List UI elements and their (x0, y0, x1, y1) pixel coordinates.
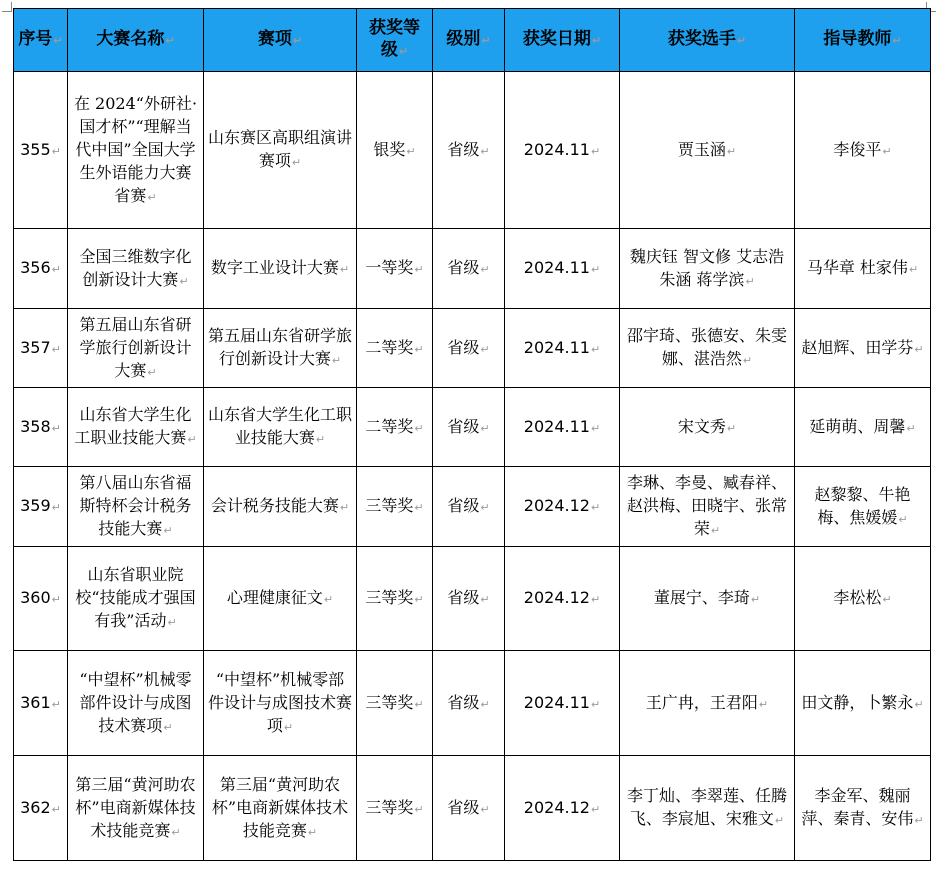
cell-scope: 省级 ↵ (433, 756, 505, 861)
cell-teachers: 李金军、魏丽萍、秦青、安伟 ↵ (795, 756, 931, 861)
header-winners: 获奖选手 ↵ (620, 9, 795, 72)
header-scope: 级别 ↵ (433, 9, 505, 72)
cell-level: 二等奖 ↵ (357, 388, 433, 467)
cell-index: 357 ↵ (14, 309, 68, 388)
cell-teachers: 马华章 杜家伟 ↵ (795, 229, 931, 309)
cell-teachers: 赵旭辉、田学芬 ↵ (795, 309, 931, 388)
table-row (14, 72, 931, 229)
cell-event: 数字工业设计大赛 ↵ (204, 229, 357, 309)
header-level: 获奖等级 ↵ (357, 9, 433, 72)
cell-event: 会计税务技能大赛 ↵ (204, 467, 357, 547)
cell-date: 2024.12 ↵ (505, 756, 620, 861)
cell-winners: 王广冉，王君阳 ↵ (620, 651, 795, 756)
cell-scope: 省级 ↵ (433, 309, 505, 388)
table-row (14, 309, 931, 388)
cell-date: 2024.11 ↵ (505, 72, 620, 229)
cell-teachers: 李俊平 ↵ (795, 72, 931, 229)
table-row (14, 756, 931, 861)
cell-date: 2024.12 ↵ (505, 467, 620, 547)
header-competition: 大赛名称 ↵ (68, 9, 204, 72)
cell-date: 2024.12 ↵ (505, 547, 620, 651)
cell-competition: 在 2024“外研社·国才杯”“理解当代中国”全国大学生外语能力大赛省赛 ↵ (68, 72, 204, 229)
table-row (14, 547, 931, 651)
cell-competition: “中望杯”机械零部件设计与成图技术赛项 ↵ (68, 651, 204, 756)
cell-index: 360 ↵ (14, 547, 68, 651)
cell-index: 358 ↵ (14, 388, 68, 467)
cell-scope: 省级 ↵ (433, 547, 505, 651)
cell-date: 2024.11 ↵ (505, 229, 620, 309)
table-row (14, 467, 931, 547)
table-row (14, 388, 931, 467)
cell-event: 山东赛区高职组演讲赛项 ↵ (204, 72, 357, 229)
cell-event: 山东省大学生化工职业技能大赛 ↵ (204, 388, 357, 467)
table-row (14, 651, 931, 756)
cell-scope: 省级 ↵ (433, 467, 505, 547)
crop-mark-top-left (2, 2, 12, 12)
cell-date: 2024.11 ↵ (505, 309, 620, 388)
cell-level: 三等奖 ↵ (357, 756, 433, 861)
cell-competition: 山东省职业院校“技能成才强国有我”活动 ↵ (68, 547, 204, 651)
cell-level: 银奖 ↵ (357, 72, 433, 229)
cell-level: 三等奖 ↵ (357, 547, 433, 651)
cell-teachers: 田文静，卜繁永 ↵ (795, 651, 931, 756)
cell-competition: 全国三维数字化创新设计大赛 ↵ (68, 229, 204, 309)
cell-index: 362 ↵ (14, 756, 68, 861)
cell-competition: 第八届山东省福斯特杯会计税务技能大赛 ↵ (68, 467, 204, 547)
cell-winners: 宋文秀 ↵ (620, 388, 795, 467)
table-row (14, 229, 931, 309)
header-event: 赛项 ↵ (204, 9, 357, 72)
cell-event: 心理健康征文 ↵ (204, 547, 357, 651)
cell-scope: 省级 ↵ (433, 388, 505, 467)
cell-level: 一等奖 ↵ (357, 229, 433, 309)
header-row (14, 9, 931, 72)
cell-index: 355 ↵ (14, 72, 68, 229)
cell-scope: 省级 ↵ (433, 72, 505, 229)
cell-date: 2024.11 ↵ (505, 388, 620, 467)
cell-level: 三等奖 ↵ (357, 651, 433, 756)
cell-event: “中望杯”机械零部件设计与成图技术赛项 ↵ (204, 651, 357, 756)
cell-scope: 省级 ↵ (433, 229, 505, 309)
cell-teachers: 延萌萌、周馨 ↵ (795, 388, 931, 467)
cell-event: 第五届山东省研学旅行创新设计大赛 ↵ (204, 309, 357, 388)
cell-index: 356 ↵ (14, 229, 68, 309)
cell-teachers: 李松松 ↵ (795, 547, 931, 651)
cell-competition: 第五届山东省研学旅行创新设计大赛 ↵ (68, 309, 204, 388)
cell-competition: 山东省大学生化工职业技能大赛 ↵ (68, 388, 204, 467)
cell-winners: 李琳、李曼、臧春祥、赵洪梅、田晓宇、张常荣 ↵ (620, 467, 795, 547)
cell-scope: 省级 ↵ (433, 651, 505, 756)
cell-index: 359 ↵ (14, 467, 68, 547)
cell-competition: 第三届“黄河助农杯”电商新媒体技术技能竞赛 ↵ (68, 756, 204, 861)
header-index: 序号 ↵ (14, 9, 68, 72)
cell-event: 第三届“黄河助农杯”电商新媒体技术技能竞赛 ↵ (204, 756, 357, 861)
header-date: 获奖日期 ↵ (505, 9, 620, 72)
cell-winners: 李丁灿、李翠莲、任腾飞、李宸旭、宋雅文 ↵ (620, 756, 795, 861)
awards-table (13, 8, 931, 861)
cell-index: 361 ↵ (14, 651, 68, 756)
cell-level: 三等奖 ↵ (357, 467, 433, 547)
cell-winners: 贾玉涵 ↵ (620, 72, 795, 229)
cell-date: 2024.11 ↵ (505, 651, 620, 756)
cell-level: 二等奖 ↵ (357, 309, 433, 388)
cell-winners: 董展宁、李琦 ↵ (620, 547, 795, 651)
cell-winners: 魏庆钰 智文修 艾志浩 朱涵 蒋学滨 ↵ (620, 229, 795, 309)
cell-winners: 邵宇琦、张德安、朱雯娜、湛浩然 ↵ (620, 309, 795, 388)
header-teachers: 指导教师 ↵ (795, 9, 931, 72)
cell-teachers: 赵黎黎、牛艳梅、焦媛媛 ↵ (795, 467, 931, 547)
